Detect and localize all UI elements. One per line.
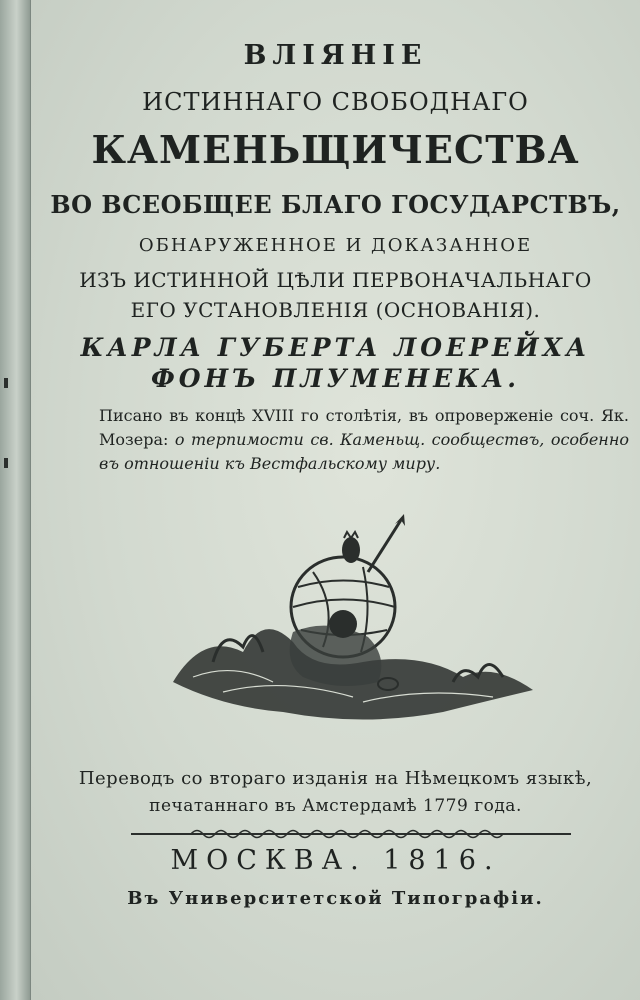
title-line-4: ВО ВСЕОБЩЕЕ БЛАГО ГОСУДАРСТВЪ, [50,190,621,219]
city-year: МОСКВА. 1816. [170,845,501,876]
note-italic-text: о терпимости св. Каменьщ. сообществъ, особенно въ отношеніи къ Вестфальскому миру. [99,430,629,473]
note-paragraph [99,404,629,476]
title-page [31,0,640,1000]
note-text: Писано въ концѣ XVIII го столѣтія, въ опроверженіе соч. Як. Мозера: [99,406,629,449]
title-line-1: ВЛІЯНІЕ [243,40,428,71]
title-line-2: ИСТИННАГО СВОБОДНАГО [142,88,529,116]
author-line-2: ФОНЪ ПЛУМЕНЕКА. [151,364,520,393]
title-line-5: ОБНАРУЖЕННОЕ И ДОКАЗАННОЕ [138,235,533,256]
vignette-engraving [163,512,543,752]
spine-mark [4,458,8,468]
translation-line-1: Переводъ со втораго изданія на Нѣмецкомъ языкѣ, [78,768,593,789]
title-line-7: ЕГО УСТАНОВЛЕНІЯ (ОСНОВАНІЯ). [130,298,541,322]
title-line-6: ИЗЪ ИСТИННОЙ ЦѢЛИ ПЕРВОНАЧАЛЬНАГО [79,268,592,292]
title-line-3: КАМЕНЬЩИЧЕСТВА [91,127,580,172]
translation-line-2: печатаннаго въ Амстердамѣ 1779 года. [149,796,522,816]
ornamental-rule [131,826,571,842]
printer-line: Въ Университетской Типографіи. [127,888,544,909]
book-spine [0,0,31,1000]
spine-mark [4,378,8,388]
author-line-1: КАРЛА ГУБЕРТА ЛОЕРЕЙХА [80,333,591,362]
